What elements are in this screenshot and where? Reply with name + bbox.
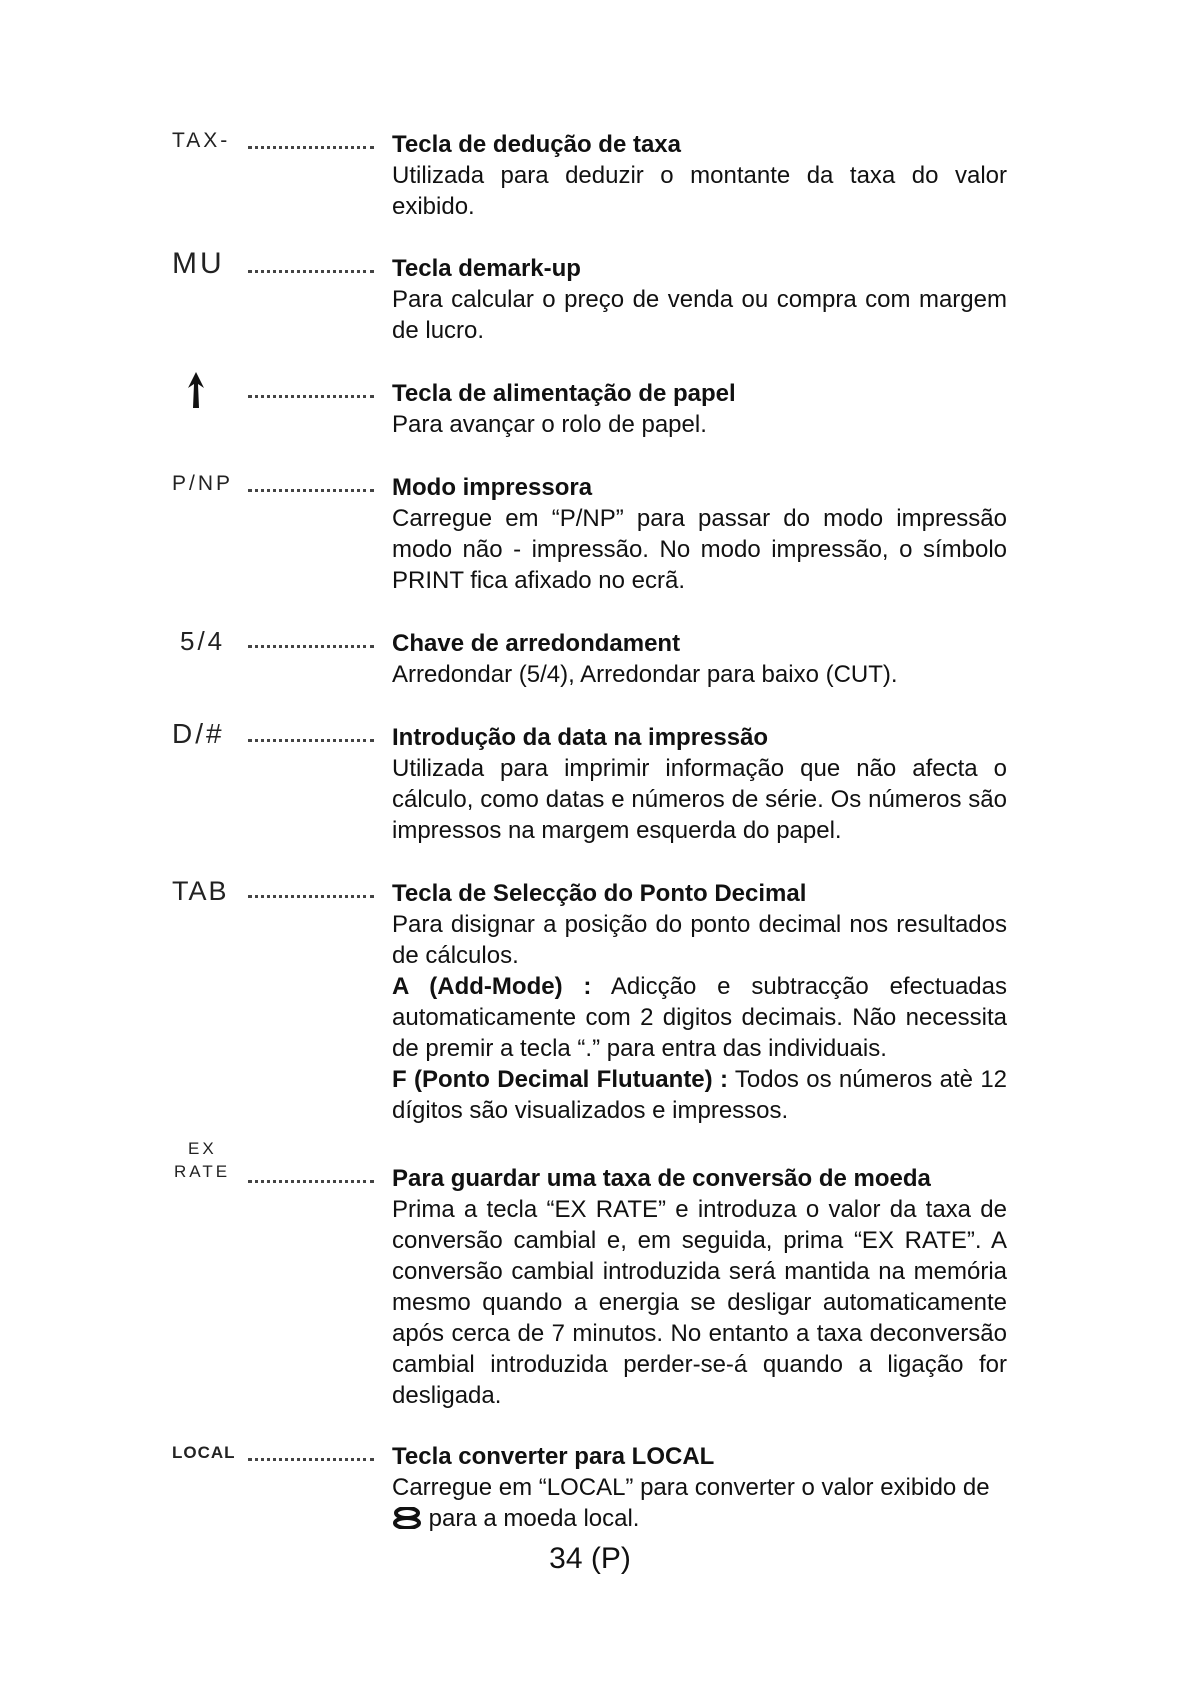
leader-dots [248,143,374,149]
entry-title: Introdução da data na impressão [392,724,769,751]
entry-title: Tecla de dedução de taxa [392,131,681,158]
entry-title: Tecla converter para LOCAL [392,1443,715,1470]
mode-f-text: Todos os números atè 12 dígitos são visualizados e impressos. [392,1066,1008,1124]
entry-title: Modo impressora [392,474,593,501]
entry-text [392,1472,1007,1534]
entry-description [392,253,1007,346]
key-label-tab: TAB [172,876,229,906]
leader-dots [248,1177,374,1183]
entry-text: Para disignar a posição do ponto decimal nos resultados de cálculos. [392,911,1007,969]
entry-text: Carregue em “P/NP” para passar do modo impressão modo não - impressão. No modo impressão, o símbolo PRINT fica afixado no ecrã. [392,505,1007,594]
key-label-round: 5/4 [180,626,226,656]
mode-a-text: Adicção e subtracção efectuadas automaticamente com 2 digitos decimais. Não necessita de premir a tecla “.” para entra das individuais. [392,973,1007,1062]
entry-text: Utilizada para imprimir informação que não afecta o cálculo, como datas e números de série. Os números são impressos na margem esquerda do papel. [392,755,1007,844]
mode-f-description [392,1064,1007,1126]
key-label-local: LOCAL [172,1443,236,1462]
entry-text: Para calcular o preço de venda ou compra com margem de lucro. [392,286,1007,344]
key-label-ex: EX [188,1139,217,1158]
entry-description [392,1441,1007,1534]
leader-dots [248,736,374,742]
key-label-tax-minus: TAX- [172,129,231,152]
key-label-p-np: P/NP [172,472,234,495]
leader-dots [248,267,374,273]
entry-text: Prima a tecla “EX RATE” e introduza o valor da taxa de conversão cambial e, em seguida, prima “EX RATE”. A conversão cambial introduzida será mantida na memória mesmo quando a energia se desligar automaticamente após cerca de 7 minutos. No entanto a taxa deconversão cambial introduzida perder-se-á quando a ligação for desligada. [392,1196,1007,1409]
entry-description [392,129,1007,222]
entry-text-before: Carregue em “LOCAL” para converter o valor exibido de [392,1474,990,1501]
paper-feed-arrow-icon [186,370,206,410]
page-number [0,1542,1190,1576]
entry-title: Tecla demark-up [392,255,581,282]
entry-description [392,628,1007,690]
entry-title: Chave de arredondament [392,630,681,657]
entry-title: Tecla de alimentação de papel [392,380,736,407]
entry-title: Para guardar uma taxa de conversão de moeda [392,1165,931,1192]
leader-dots [248,892,374,898]
mode-f-label: F (Ponto Decimal Flutuante) : [392,1066,728,1093]
entry-description [392,722,1007,846]
key-label-date: D/# [172,718,225,749]
entry-description [392,472,1007,596]
page-number-text: 34 (P) [549,1542,631,1575]
entry-title: Tecla de Selecção do Ponto Decimal [392,880,807,907]
mode-a-label: A (Add-Mode) : [392,973,592,1000]
leader-dots [248,642,374,648]
entry-description [392,878,1007,1126]
key-label-rate: RATE [174,1162,231,1181]
entry-description [392,378,1007,440]
entry-text: Utilizada para deduzir o montante da taxa do valor exibido. [392,162,1007,220]
leader-dots [248,1455,374,1461]
key-label-mu: MU [172,247,225,280]
entry-text: Arredondar (5/4), Arredondar para baixo (CUT). [392,661,898,688]
mode-a-description [392,971,1007,1064]
entry-description [392,1163,1007,1411]
leader-dots [248,486,374,492]
leader-dots [248,392,374,398]
entry-text: Para avançar o rolo de papel. [392,411,707,438]
entry-text-after: para a moeda local. [428,1505,640,1532]
segment-digit-8-icon [392,1507,422,1529]
